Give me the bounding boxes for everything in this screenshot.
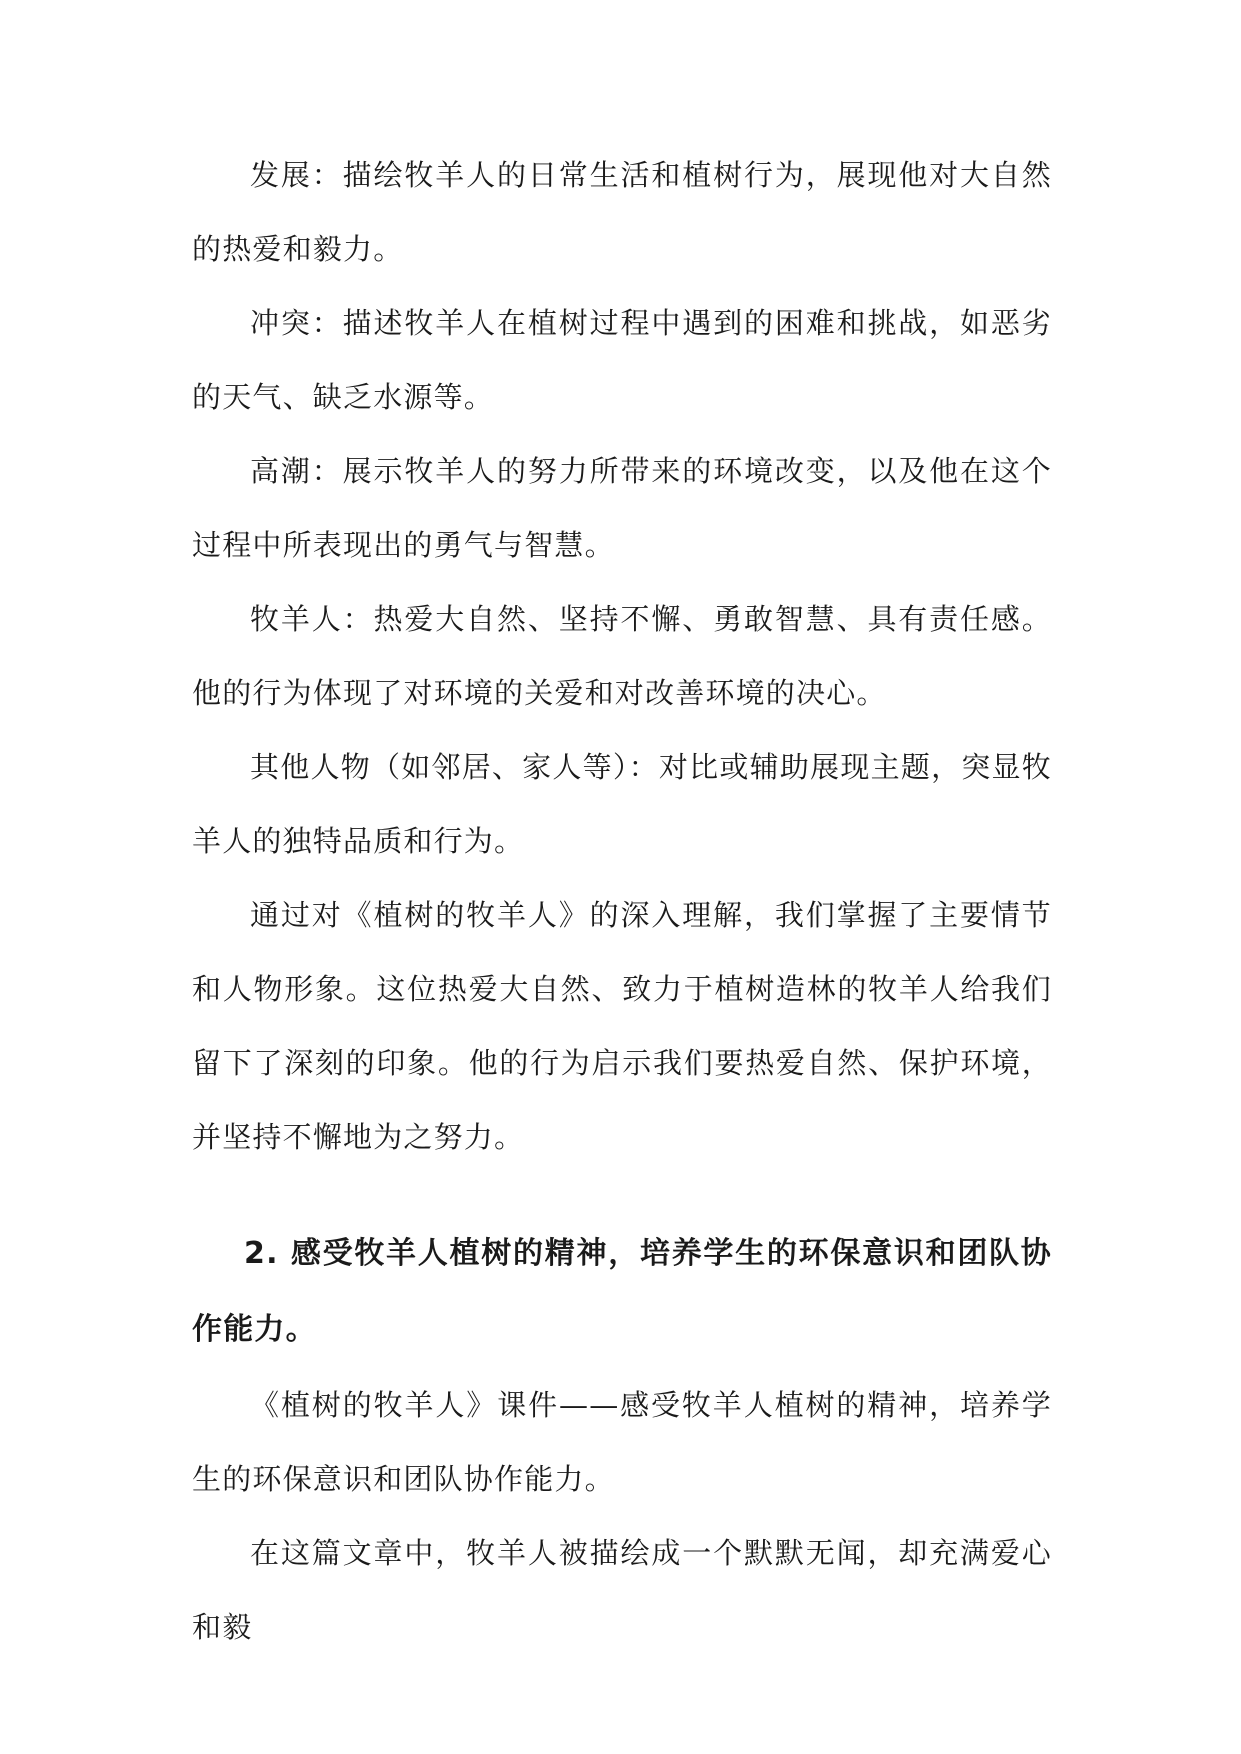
paragraph-conflict: 冲突：描述牧羊人在植树过程中遇到的困难和挑战，如恶劣的天气、缺乏水源等。 bbox=[192, 306, 1052, 414]
document-body bbox=[192, 138, 1052, 1664]
section-heading: 2. 感受牧羊人植树的精神，培养学生的环保意识和团队协作能力。 bbox=[192, 1236, 1052, 1347]
paragraph-courseware-intro: 《植树的牧羊人》课件——感受牧羊人植树的精神，培养学生的环保意识和团队协作能力。 bbox=[192, 1388, 1052, 1496]
paragraph-summary: 通过对《植树的牧羊人》的深入理解，我们掌握了主要情节和人物形象。这位热爱大自然、致力于植树造林的牧羊人给我们留下了深刻的印象。他的行为启示我们要热爱自然、保护环境，并坚持不懈地为之努力。 bbox=[192, 898, 1052, 1154]
paragraph-other-characters: 其他人物（如邻居、家人等）：对比或辅助展现主题，突显牧羊人的独特品质和行为。 bbox=[192, 750, 1052, 858]
paragraph-shepherd-character: 牧羊人：热爱大自然、坚持不懈、勇敢智慧、具有责任感。他的行为体现了对环境的关爱和对改善环境的决心。 bbox=[192, 602, 1052, 710]
paragraph-article-description: 在这篇文章中，牧羊人被描绘成一个默默无闻，却充满爱心和毅 bbox=[192, 1536, 1052, 1644]
paragraph-climax: 高潮：展示牧羊人的努力所带来的环境改变，以及他在这个过程中所表现出的勇气与智慧。 bbox=[192, 454, 1052, 562]
paragraph-development: 发展：描绘牧羊人的日常生活和植树行为，展现他对大自然的热爱和毅力。 bbox=[192, 158, 1052, 266]
